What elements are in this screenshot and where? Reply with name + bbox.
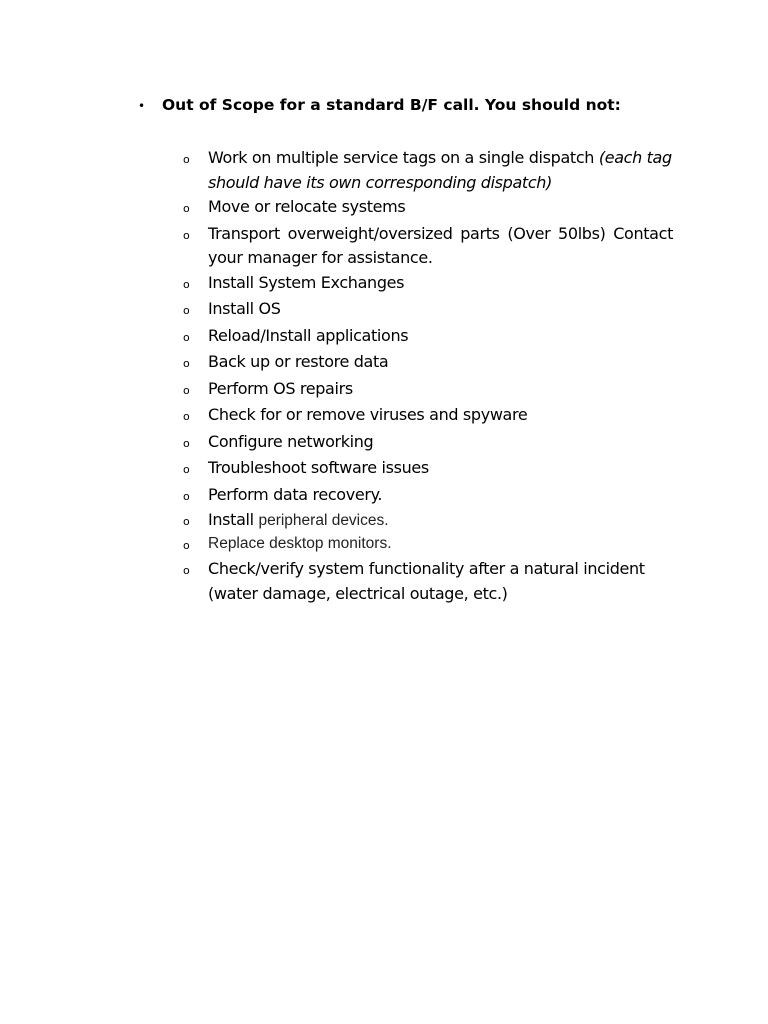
list-item bbox=[183, 403, 673, 430]
list-item-text: Check for or remove viruses and spyware bbox=[208, 405, 528, 424]
list-marker: o bbox=[183, 304, 190, 317]
list-item-text: Install System Exchanges bbox=[208, 272, 405, 292]
list-item-text: Configure networking bbox=[208, 431, 374, 451]
section-heading bbox=[138, 93, 698, 118]
list-item bbox=[183, 483, 673, 510]
list-item bbox=[183, 297, 673, 324]
list-item bbox=[183, 533, 673, 557]
list-item bbox=[183, 350, 673, 377]
list-marker: o bbox=[183, 277, 190, 291]
list-item bbox=[183, 222, 673, 271]
list-marker: o bbox=[183, 410, 190, 423]
list-marker: o bbox=[183, 228, 190, 242]
list-item bbox=[183, 430, 673, 457]
list-marker: o bbox=[183, 539, 190, 552]
list-item-text: Move or relocate systems bbox=[208, 197, 406, 216]
list-item bbox=[183, 557, 673, 606]
list-item-text: Reload/Install applications bbox=[208, 325, 409, 345]
list-marker: o bbox=[183, 202, 190, 215]
list-item-text: Transport overweight/oversized parts (Over 50lbs) Contact your manager for assistance. bbox=[208, 223, 673, 267]
list-item bbox=[183, 509, 673, 533]
list-marker: o bbox=[183, 463, 190, 476]
heading-text: Out of Scope for a standard B/F call. You should not: bbox=[162, 96, 621, 114]
list-marker: o bbox=[183, 383, 190, 397]
list-marker: o bbox=[183, 330, 190, 344]
list-item bbox=[183, 377, 673, 404]
list-marker: o bbox=[183, 515, 190, 528]
list-item bbox=[183, 195, 673, 222]
list-item-main: peripheral devices. bbox=[258, 512, 389, 529]
list-item-text bbox=[208, 509, 673, 532]
list-item-text: Perform OS repairs bbox=[208, 378, 353, 398]
list-marker: o bbox=[183, 357, 190, 370]
heading-bullet: • bbox=[138, 99, 146, 113]
list-marker: o bbox=[183, 153, 190, 166]
list-marker: o bbox=[183, 489, 190, 503]
list-item-note: (each tag should have its own corresponding dispatch) bbox=[208, 148, 672, 192]
list-item-text: Install OS bbox=[208, 299, 281, 318]
list-marker: o bbox=[183, 436, 190, 450]
list-item bbox=[183, 271, 673, 298]
list-item-text: Perform data recovery. bbox=[208, 484, 383, 504]
list-item-text: Check/verify system functionality after a natural incident (water damage, electrical outage, etc.) bbox=[208, 559, 645, 603]
list-item-main: Work on multiple service tags on a single dispatch bbox=[208, 148, 599, 167]
list-marker: o bbox=[183, 564, 190, 577]
list-item-text: Back up or restore data bbox=[208, 352, 389, 371]
list-item bbox=[183, 324, 673, 351]
list-item-lead: Install bbox=[208, 510, 259, 529]
list-item bbox=[183, 456, 673, 483]
list-item bbox=[183, 146, 673, 195]
list-item-text: Troubleshoot software issues bbox=[208, 458, 429, 477]
out-of-scope-list bbox=[183, 146, 673, 606]
list-item-text: Replace desktop monitors. bbox=[208, 535, 392, 552]
list-item-text bbox=[208, 146, 673, 195]
